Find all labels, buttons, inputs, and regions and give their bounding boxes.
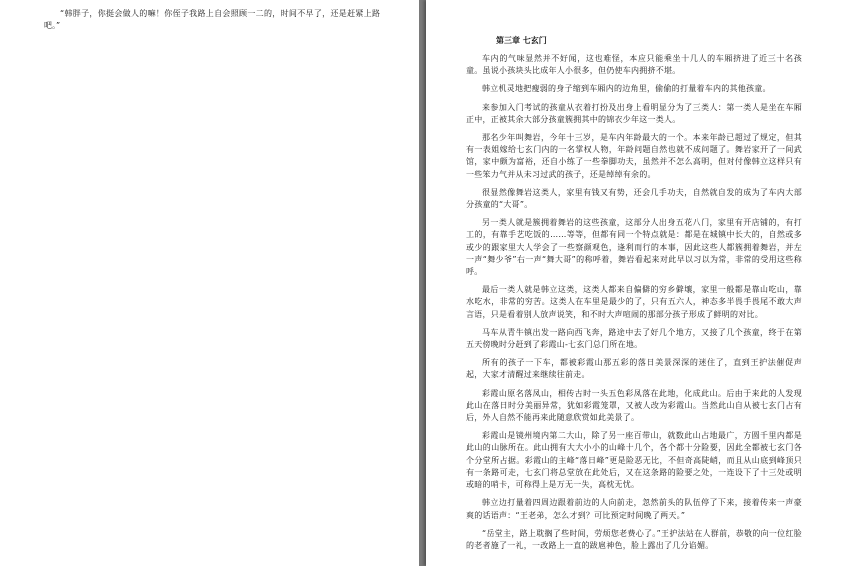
page-gap xyxy=(419,0,426,566)
paragraph: 彩霞山原名落凤山，相传古时一头五色彩凤落在此地，化成此山。后由于来此的人发现此山在落日时分美丽异常，犹如彩霞笼罩，又被人改为彩霞山。当然此山自从被七玄门占有后，外人自然不能再来此随意欣赏如此美景了。 xyxy=(466,388,802,423)
document-page-right xyxy=(426,0,845,566)
paragraph: 韩立机灵地把瘦弱的身子缩到车厢内的边角里，偷偷的打量着车内的其他孩童。 xyxy=(482,84,771,94)
paragraph: 韩立边打量着四周边跟着前边的人向前走，忽然前头的队伍停了下来，接着传来一声豪爽的话语声：“王老弟，怎么才到？可比预定时间晚了两天。” xyxy=(466,498,802,520)
paragraph: 另一类人就是簇拥着舞岩的这些孩童，这部分人出身五花八门，家里有开店铺的，有打工的，有靠手艺吃饭的……等等，但都有同一个特点就是：都是在城镇中长大的，自然或多或少的跟家里大人学会了一些察颜观色，逢利而行的本事，因此这些人都簇拥着舞岩，并左一声“舞少爷”右一声“舞大哥”的称呼着，舞岩看起来对此早以习以为常，非常的受用这些称呼。 xyxy=(466,218,802,277)
paragraph: 那名少年叫舞岩，今年十三岁，是车内年龄最大的一个。本来年龄已超过了规定，但其有一表姐嫁给七玄门内的一名掌权人物，年龄问题自然也就不成问题了。舞岩家开了一间武馆，家中颇为富裕，还自小练了一些拳脚功夫，虽然并不怎么高明，但对付像韩立这样只有一些笨力气并从未习过武的孩子，还是绰绰有余的。 xyxy=(466,133,802,179)
paragraph: 最后一类人就是韩立这类，这类人都来自偏僻的穷乡僻壤，家里一般都是靠山吃山，靠水吃水，非常的穷苦。这类人在车里是最少的了，只有五六人，神态多半畏手畏尾不敢大声言语，只是看着别人放声说笑，和不时大声喧闹的那部分孩子形成了鲜明的对比。 xyxy=(466,285,802,319)
paragraph: 车内的气味显然并不好闻，这也难怪，本应只能乘坐十几人的车厢挤进了近三十名孩童。虽说小孩块头比成年人小很多，但仍使车内拥挤不堪。 xyxy=(466,54,802,76)
chapter-title: 第三章 七玄门 xyxy=(496,36,547,45)
page-text-paragraph: “韩胖子，你挺会做人的嘛！你侄子我路上自会照顾一二的，时间不早了，还是赶紧上路吧。” xyxy=(44,9,380,30)
paragraph: 很显然像舞岩这类人，家里有钱又有势，还会几手功夫，自然就自发的成为了车内大部分孩童的“大哥”。 xyxy=(466,187,802,210)
paragraph: “岳堂主，路上耽搁了些时间，劳烦您老费心了。”王护法站在人群前，恭敬的向一位红脸的老者施了一礼，一改路上一直的跋扈神色，脸上露出了几分谄媚。 xyxy=(466,528,802,550)
page-body xyxy=(466,35,802,558)
document-page-left xyxy=(0,0,419,566)
paragraph: 来参加入门考试的孩童从衣着打扮及出身上看明显分为了三类人：第一类人是坐在车厢正中，正被其余大部分孩童簇拥其中的锦衣少年这一类人。 xyxy=(466,102,802,124)
paragraph: 彩霞山是镜州境内第二大山，除了另一座百带山，就数此山占地最广，方圆千里内都是此山的山脉所在。此山拥有大大小小的山峰十几个，各个都十分险要，因此全都被七玄门各个分堂所占据。彩霞山的主峰“落日峰”更是险恶无比，不但奇高陡峭，而且从山底到峰顶只有一条路可走，七玄门将总堂放在此处后，又在这条路的险要之处，一连设下了十三处或明或暗的哨卡，可称得上是万无一失，高枕无忧。 xyxy=(466,431,802,490)
paragraph: 马车从青牛镇出发一路向西飞奔，路途中去了好几个地方，又接了几个孩童，终于在第五天傍晚时分赶到了彩霞山-七玄门总门所在地。 xyxy=(466,327,802,350)
paragraph: 所有的孩子一下车，都被彩霞山那五彩的落日美景深深的迷住了，直到王护法催促声起，大家才清醒过来继续往前走。 xyxy=(466,358,802,380)
